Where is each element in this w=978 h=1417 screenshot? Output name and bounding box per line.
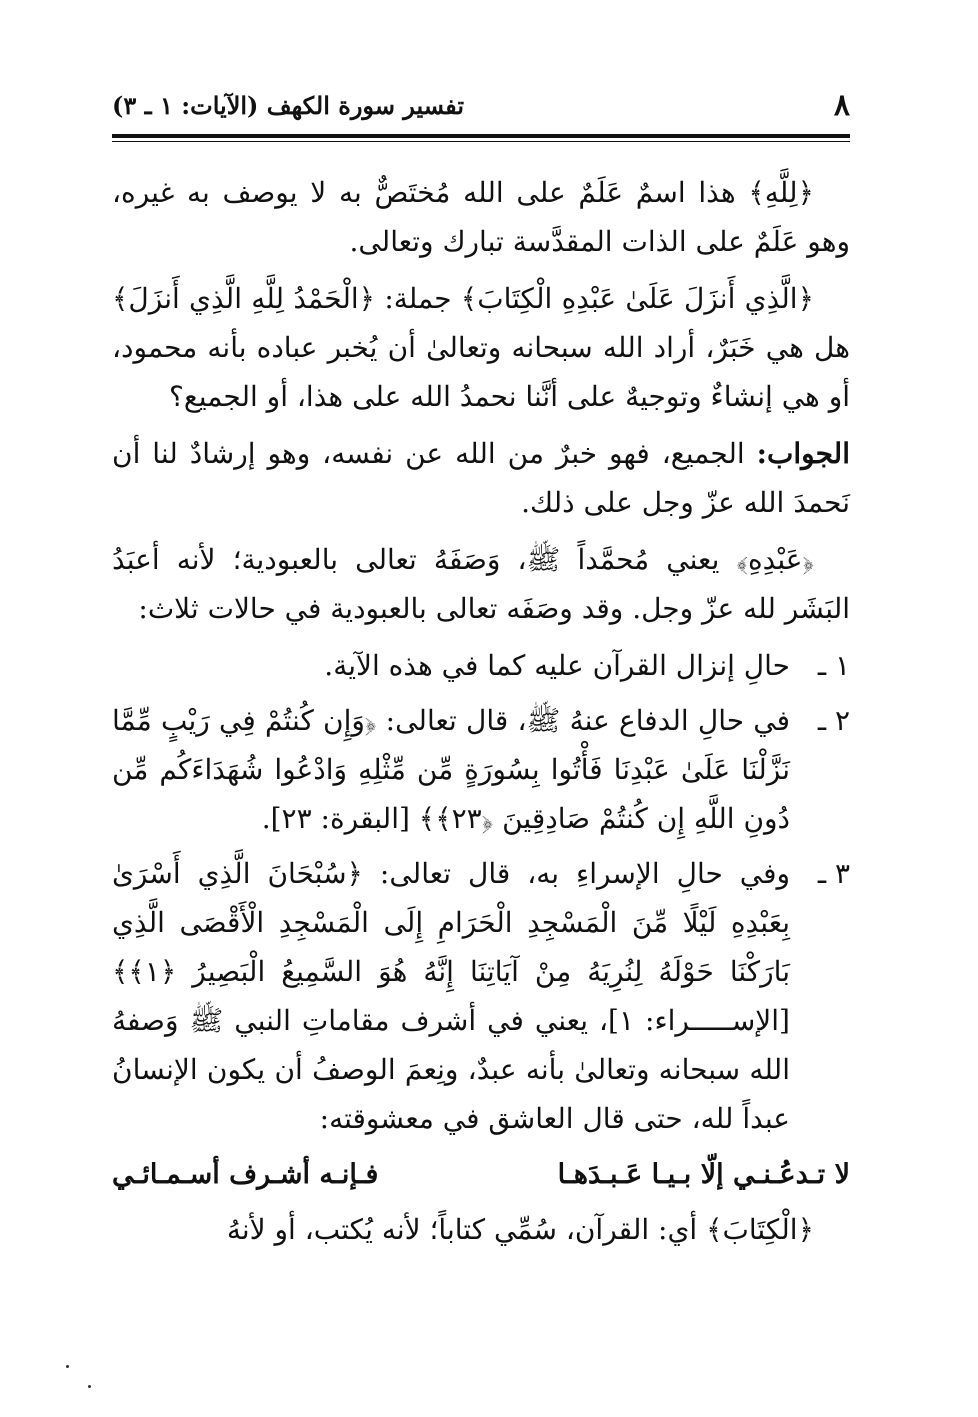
list-item-number: ١ ـ — [817, 649, 850, 682]
list-item-number: ٣ ـ — [817, 857, 850, 890]
paragraph-answer — [112, 429, 850, 527]
list-item-text: حالِ إنزال القرآن عليه كما في هذه الآية. — [324, 649, 790, 682]
header-rule-thin — [112, 141, 850, 142]
page-header — [112, 86, 850, 126]
answer-text: الجميع، فهو خبرٌ من الله عن نفسه، وهو إرشادٌ لنا أن نَحمدَ الله عزّ وجل على ذلك. — [112, 437, 850, 519]
paragraph-alladhi-anzala: ﴿الَّذِي أَنزَلَ عَلَىٰ عَبْدِهِ الْكِتَابَ﴾ جملة: ﴿الْحَمْدُ لِلَّهِ الَّذِي أَنزَلَ﴾ هل هي خَبَرٌ، أراد الله سبحانه وتعالىٰ أن يُخبر عباده بأنه محمود، أو هي إنشاءٌ وتوجيهٌ على أنَّنا نحمدُ الله على هذا، أو الجميع؟ — [112, 282, 850, 413]
answer-label: الجواب: — [756, 437, 850, 470]
scan-speck — [88, 1385, 91, 1388]
list-item — [112, 696, 850, 843]
last-paragraph-wrapper — [112, 1205, 850, 1253]
servitude-states-list — [112, 641, 850, 1143]
page-body — [112, 168, 850, 1253]
list-item-number: ٢ ـ — [817, 704, 850, 737]
poetry-verse — [112, 1149, 850, 1201]
list-item — [112, 641, 850, 690]
list-item — [112, 849, 850, 1143]
list-item-text: وفي حالِ الإسراءِ به، قال تعالى: ﴿سُبْحَانَ الَّذِي أَسْرَىٰ بِعَبْدِهِ لَيْلًا مِّنَ الْمَسْجِدِ الْحَرَامِ إِلَى الْمَسْجِدِ الْأَقْصَى الَّذِي بَارَكْنَا حَوْلَهُ لِنُرِيَهُ مِنْ آيَاتِنَا إِنَّهُ هُوَ السَّمِيعُ الْبَصِيرُ ﴿١﴾﴾ [الإســـــراء: ١]، يعني في أشرف مقاماتِ النبي ﷺ وَصفهُ الله سبحانه وتعالىٰ بأنه عبدٌ، ونِعمَ الوصفُ أن يكون الإنسانُ عبداً لله، حتى قال العاشق في معشوقته: — [112, 857, 790, 1135]
paragraph-alkitab: ﴿الْكِتَابَ﴾ أي: القرآن، سُمِّي كتاباً؛ لأنه يُكتب، أو لأنهُ — [226, 1213, 814, 1246]
paragraph-lillah: ﴿لِلَّهِ﴾ هذا اسمٌ عَلَمٌ على الله مُختَصٌّ به لا يوصف به غيره، وهو عَلَمٌ على الذات المقدَّسة تبارك وتعالى. — [112, 176, 850, 258]
header-rule-thick — [112, 134, 850, 138]
running-title: تفسير سورة الكهف (الآيات: ١ ـ ٣) — [112, 91, 464, 120]
verse-second-hemistich: فـإنـه أشـرف أسـمـائـي — [112, 1159, 379, 1190]
scan-speck — [66, 1365, 69, 1368]
verse-first-hemistich: لا تـدعُـنـي إلّا بـيـا عَـبـدَهـا — [557, 1159, 850, 1190]
list-item-text: في حالِ الدفاع عنهُ ﷺ، قال تعالى: ﴿وَإِن كُنتُمْ فِي رَيْبٍ مِّمَّا نَزَّلْنَا عَلَىٰ عَبْدِنَا فَأْتُوا بِسُورَةٍ مِّن مِّثْلِهِ وَادْعُوا شُهَدَاءَكُم مِّن دُونِ اللَّهِ إِن كُنتُمْ صَادِقِينَ ﴿٢٣﴾﴾ [البقرة: ٢٣]. — [112, 704, 790, 835]
paragraph-abdihi: ﴿عَبْدِهِ﴾ يعني مُحمَّداً ﷺ، وَصَفَهُ تعالى بالعبودية؛ لأنه أعبَدُ البَشَر لله عزّ وجل. وقد وصَفَه تعالى بالعبودية في حالات ثلاث: — [112, 543, 850, 625]
page-number: ٨ — [833, 88, 850, 123]
